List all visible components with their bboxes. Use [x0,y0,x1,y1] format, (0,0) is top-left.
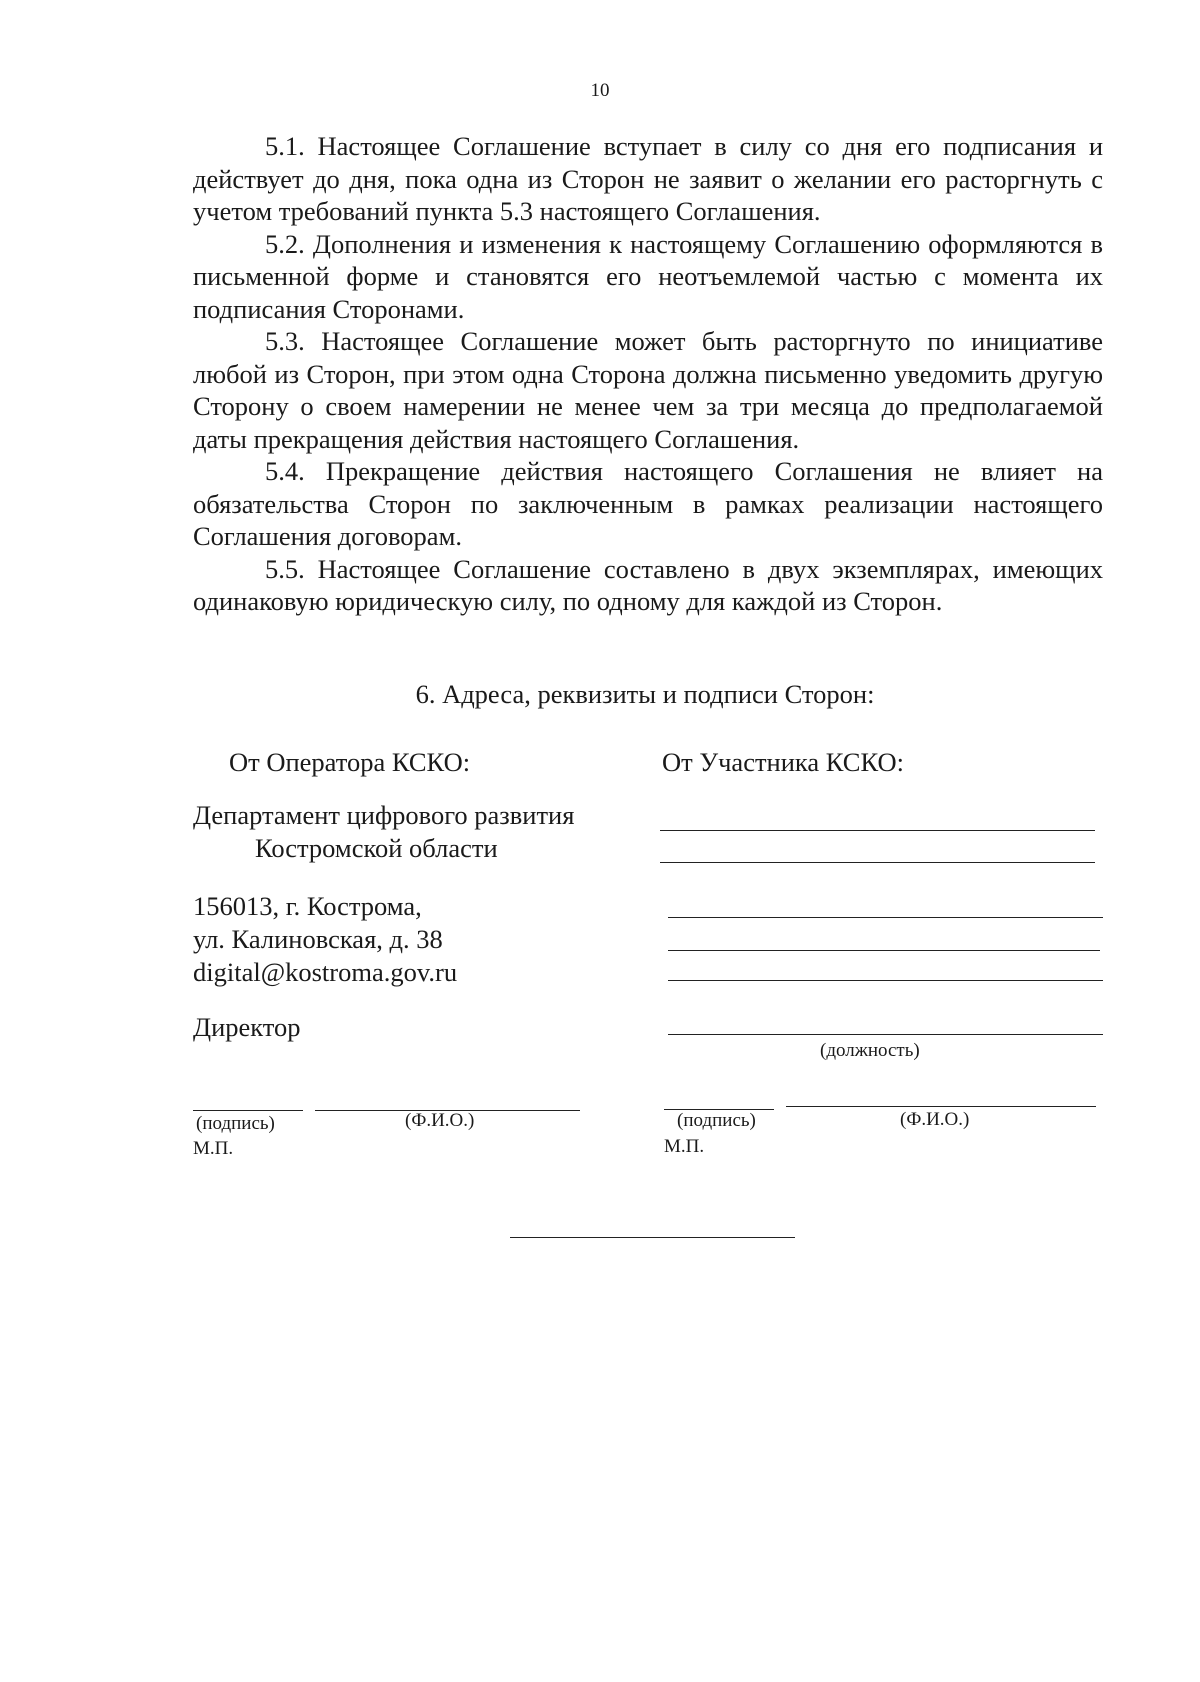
participant-heading: От Участника КСКО: [662,747,904,777]
participant-name-line [786,1106,1096,1107]
paragraph-5-3: 5.3. Настоящее Соглашение может быть расторгнуто по инициативе любой из Сторон, при этом одна Сторона должна письменно уведомить другую Сторону о своем намерении не менее чем за три месяца до предполагаемой даты прекращения действия настоящего Соглашения. [193,326,1103,454]
paragraph-5-4: 5.4. Прекращение действия настоящего Соглашения не влияет на обязательства Сторон по заключенным в рамках реализации настоящего Соглашения договорам. [193,456,1103,551]
end-divider [510,1237,795,1238]
operator-signature-caption: (подпись) [196,1113,275,1134]
operator-address-line2: ул. Калиновская, д. 38 [193,924,443,954]
agreement-terms [193,130,1103,618]
participant-position-caption: (должность) [820,1040,920,1061]
participant-field-line-4 [668,950,1100,951]
participant-position-line [668,1034,1103,1035]
participant-field-line-3 [668,917,1103,918]
operator-signature-line [193,1110,303,1111]
operator-org-line2: Костромской области [255,833,498,863]
paragraph-5-5: 5.5. Настоящее Соглашение составлено в двух экземплярах, имеющих одинаковую юридическую силу, по одному для каждой из Сторон. [193,553,1103,616]
operator-name-caption: (Ф.И.О.) [405,1110,475,1131]
page-number: 10 [590,80,610,101]
paragraph-5-1: 5.1. Настоящее Соглашение вступает в силу со дня его подписания и действует до дня, пока одна из Сторон не заявит о желании его расторгнуть с учетом требований пункта 5.3 настоящего Соглашения. [193,131,1103,226]
operator-position: Директор [193,1012,301,1042]
participant-signature-caption: (подпись) [677,1110,756,1131]
section-title: 6. Адреса, реквизиты и подписи Сторон: [415,679,875,709]
paragraph-5-2: 5.2. Дополнения и изменения к настоящему Соглашению оформляются в письменной форме и становятся его неотъемлемой частью с момента их подписания Сторонами. [193,228,1103,324]
participant-field-line-1 [660,830,1095,831]
operator-org-line1: Департамент цифрового развития [193,800,575,830]
participant-field-line-2 [660,862,1095,863]
operator-address-line1: 156013, г. Кострома, [193,891,422,921]
participant-stamp: М.П. [664,1136,705,1157]
operator-stamp: М.П. [193,1138,234,1159]
operator-heading: От Оператора КСКО: [229,747,471,777]
operator-email: digital@kostroma.gov.ru [193,957,458,987]
participant-name-caption: (Ф.И.О.) [900,1109,970,1130]
participant-field-line-5 [668,980,1103,981]
